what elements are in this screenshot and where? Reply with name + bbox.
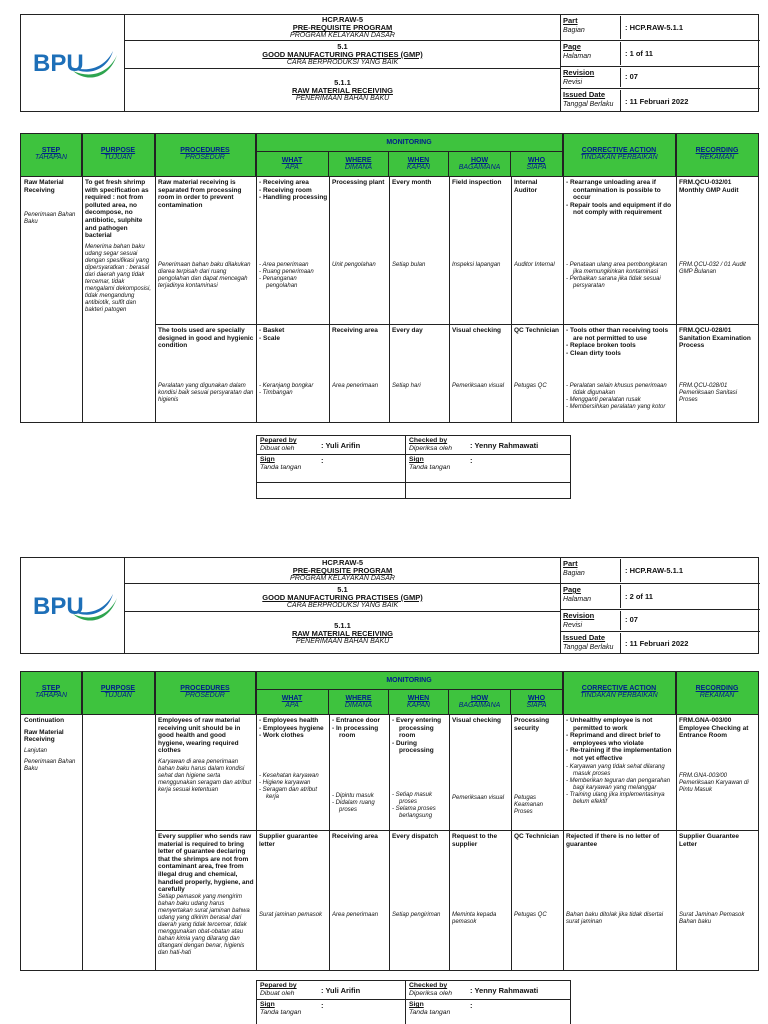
col-procedures: PROCEDURES PROSEDUR — [155, 672, 256, 714]
revision-value: : 07 — [625, 72, 638, 81]
corrective-cell-id: Bahan baku ditolak jika tidak disertai surat jaminan — [566, 912, 664, 925]
step-cell: Raw Material Receiving Penerimaan Bahan Baku — [24, 179, 76, 226]
sign-label: Sign — [409, 1001, 424, 1008]
checked-value: : Yenny Rahmawati — [470, 986, 539, 995]
checked-label-id: Diperiksa oleh — [409, 445, 453, 452]
recording-cell: FRM.GNA-003/00 Employee Checking at Entrance Room — [679, 717, 749, 740]
what-cell-id: Surat jaminan pemasok — [259, 912, 323, 918]
sign-label-id: Tanda tangan — [409, 1009, 451, 1016]
sign-value: : — [321, 456, 324, 465]
procedure-cell: Every supplier who sends raw material is required to bring letter of guarantee declaring that the shrimps are not from contaminant area, free from illegal drug and chemical, handled properly, hygiene, and carefully Setiap pemasok yang mengirim bahan baku udang harus menyertakan surat jaminan bahwa udang yang dikirim berasal dari daerah yang tidak tercemar, tidak menggunakan obat-obatan atau bahan kimia yang dilarang dan ditangani dengan benar, higienis dan hati-hati — [158, 833, 254, 956]
header-titles — [125, 558, 561, 653]
where-cell: Receiving area — [332, 327, 378, 334]
checked-section — [405, 436, 570, 498]
issued-value: : 11 Februari 2022 — [625, 97, 689, 106]
issued-label-id: Tanggal Berlaku — [563, 101, 614, 108]
recording-cell: FRM.QCU-028/01 Sanitation Examination Process — [679, 327, 751, 350]
who-cell: QC Technician — [514, 833, 560, 840]
logo-cell — [21, 15, 125, 111]
col-how: HOW BAGAIMANA — [449, 152, 511, 176]
revision-label-id: Revisi — [563, 79, 583, 86]
col-procedures: PROCEDURES PROSEDUR — [155, 134, 256, 176]
where-cell: - Entrance door - In processing room — [332, 717, 388, 740]
program-title: PRE-REQUISITE PROGRAM — [292, 566, 393, 575]
part-label-id: Bagian — [563, 570, 585, 577]
sign-value: : — [470, 1001, 473, 1010]
sign-label: Sign — [260, 1001, 275, 1008]
recording-cell-id: FRM.QCU-032 / 01 Audit GMP Bulanan — [679, 262, 746, 275]
what-cell: - Receiving area - Receiving room - Handling processing — [259, 179, 328, 202]
page-value: : 1 of 11 — [625, 49, 653, 58]
corrective-cell: - Unhealthy employee is not permitted to work - Reprimand and direct brief to employees who violate - Re-training if the implementation not yet effective - Karyawan yang tidak sehat dilarang masuk proses - Memberikan teguran dan pengarahan bagi karyawan yang melanggar - Training ulang jika implementasinya belum efektif — [566, 717, 674, 806]
procedure-cell-id: Penerimaan bahan baku dilakukan diarea terpisah dari ruang pengolahan dan dapat mencegah terjadinya kontaminasi — [158, 262, 251, 289]
gmp-title: GOOD MANUFACTURING PRACTISES (GMP) — [262, 50, 423, 59]
col-step: STEP TAHAPAN — [21, 134, 82, 176]
doc-sub: PENERIMAAN BAHAN BAKU — [295, 95, 390, 102]
monitoring-table-2 — [20, 671, 759, 971]
who-cell-id: Auditor Internal — [514, 262, 555, 268]
revision-label: Revision — [563, 68, 595, 77]
sign-label-id: Tanda tangan — [260, 464, 302, 471]
how-cell-id: Meminta kepada pemasok — [452, 912, 497, 925]
prepared-label: Pepared by — [260, 982, 297, 989]
corrective-cell: - Rearrange unloading area if contamination is possible to occur - Repair tools and equipment if do not comply with requirement — [566, 179, 674, 217]
col-purpose: PURPOSE TUJUAN — [82, 672, 155, 714]
how-cell: Field inspection — [452, 179, 502, 186]
recording-cell: Supplier Guarantee Letter — [679, 833, 739, 848]
header-titles — [125, 15, 561, 111]
recording-cell: FRM.QCU-032/01 Monthly GMP Audit — [679, 179, 739, 194]
page-label: Page — [563, 42, 581, 51]
part-label: Part — [563, 16, 578, 25]
what-cell-id: - Keranjang bongkar - Timbangan — [259, 379, 328, 397]
gmp-title: GOOD MANUFACTURING PRACTISES (GMP) — [262, 593, 423, 602]
sign-value: : — [321, 1001, 324, 1010]
doc-title: RAW MATERIAL RECEIVING — [292, 86, 393, 95]
prepared-label-id: Dibuat oleh — [260, 445, 295, 452]
procedure-cell: The tools used are specially designed in good and hygienic condition — [158, 327, 254, 350]
program-sub: PROGRAM KELAYAKAN DASAR — [290, 32, 395, 39]
revision-label-id: Revisi — [563, 622, 583, 629]
sign-label: Sign — [409, 456, 424, 463]
prepared-label: Pepared by — [260, 437, 297, 444]
where-cell-id: Area penerimaan — [332, 383, 379, 389]
checked-label: Checked by — [409, 437, 448, 444]
where-cell-id: Area penerimaan — [332, 912, 379, 918]
col-what: WHAT APA — [256, 152, 329, 176]
program-code: HCP.RAW-5 — [322, 558, 363, 567]
page-label: Page — [563, 585, 581, 594]
when-cell-id: Setiap bulan — [392, 262, 426, 268]
col-where: WHERE DIMANA — [329, 690, 389, 714]
where-cell-id: - Dipintu masuk - Didalam ruang proses — [332, 789, 388, 814]
who-cell: Internal Auditor — [514, 179, 538, 194]
how-cell-id: Pemeriksaan visual — [452, 795, 505, 801]
what-cell: - Basket - Scale — [259, 327, 328, 342]
who-cell-id: Petugas QC — [514, 912, 547, 918]
col-step: STEP TAHAPAN — [21, 672, 82, 714]
when-cell-id: Setiap hari — [392, 383, 421, 389]
bpu-logo — [29, 41, 119, 85]
part-value: : HCP.RAW-5.1.1 — [625, 566, 684, 575]
svg-text:BPU: BPU — [33, 50, 84, 77]
col-monitoring: MONITORING — [256, 134, 563, 152]
where-cell-id: Unit pengolahan — [332, 262, 376, 268]
corrective-cell-id: - Penataan ulang area pembongkaran jika memungkinkan kontaminasi - Perbaikan sarana jika tidak sesuai persyaratan — [566, 258, 674, 290]
bpu-logo — [29, 584, 119, 628]
where-cell: Receiving area — [332, 833, 378, 840]
issued-label: Issued Date — [563, 90, 606, 99]
header-meta — [561, 15, 760, 111]
part-label-id: Bagian — [563, 27, 585, 34]
how-cell-id: Pemeriksaan visual — [452, 383, 505, 389]
prepared-section — [257, 436, 405, 498]
col-when: WHEN KAPAN — [389, 690, 449, 714]
col-how: HOW BAGAIMANA — [449, 690, 511, 714]
revision-label: Revision — [563, 611, 595, 620]
step-cell: Continuation Raw Material Receiving Lanjutan Penerimaan Bahan Baku — [24, 717, 76, 772]
what-cell-id: - Kesehatan karyawan - Higiene karyawan - Seragam dan atribut kerja — [259, 769, 328, 801]
col-what: WHAT APA — [256, 690, 329, 714]
prepared-value: : Yuli Arifin — [321, 441, 361, 450]
monitoring-table-1 — [20, 133, 759, 423]
doc-sub: PENERIMAAN BAHAN BAKU — [295, 638, 390, 645]
col-where: WHERE DIMANA — [329, 152, 389, 176]
col-monitoring: MONITORING — [256, 672, 563, 690]
procedure-cell-id: Peralatan yang digunakan dalam kondisi baik sesuai persyaratan dan higienis — [158, 383, 254, 403]
when-cell: Every day — [392, 327, 423, 334]
program-sub: PROGRAM KELAYAKAN DASAR — [290, 575, 395, 582]
who-cell-id: Petugas Keamanan Proses — [514, 795, 544, 815]
when-cell: Every month — [392, 179, 432, 186]
col-purpose: PURPOSE TUJUAN — [82, 134, 155, 176]
gmp-sub: CARA BERPRODUKSI YANG BAIK — [286, 59, 399, 66]
logo-cell — [21, 558, 125, 653]
doc-code: 5.1.1 — [334, 621, 351, 630]
col-recording: RECORDING REKAMAN — [676, 672, 758, 714]
doc-code: 5.1.1 — [334, 78, 351, 87]
how-cell-id: Inspeksi lapangan — [452, 262, 501, 268]
when-cell: - Every entering processing room - During processing — [392, 717, 448, 755]
page-label-id: Halaman — [563, 596, 592, 603]
gmp-sub: CARA BERPRODUKSI YANG BAIK — [286, 602, 399, 609]
when-cell-id: - Setiap masuk proses - Selama proses berlangsung — [392, 788, 448, 820]
prepared-value: : Yuli Arifin — [321, 986, 361, 995]
part-value: : HCP.RAW-5.1.1 — [625, 23, 684, 32]
what-cell: Supplier guarantee letter — [259, 833, 318, 848]
prepared-label-id: Dibuat oleh — [260, 990, 295, 997]
corrective-cell: Rejected if there is no letter of guarantee — [566, 833, 660, 848]
part-label: Part — [563, 559, 578, 568]
issued-value: : 11 Februari 2022 — [625, 639, 689, 648]
what-cell: - Employees health - Employees hygiene - Work clothes — [259, 717, 328, 740]
col-when: WHEN KAPAN — [389, 152, 449, 176]
what-cell-id: - Area penerimaan - Ruang penerimaan - Penanganan pengolahan — [259, 258, 328, 290]
sign-label-id: Tanda tangan — [409, 464, 451, 471]
who-cell-id: Petugas QC — [514, 383, 547, 389]
purpose-cell: To get fresh shrimp with specification as required : not from polluted area, no decompose, no antibiotic, sulphite and pathogen bacterial Menerima bahan baku udang segar sesuai dengan spesifikasi yang dipersyaratkan : berasal dari daerah yang tidak tercemar, tidak mengalami dekomposisi, tidak mengandung antibiotik, sulfit dan bakteri patogen — [85, 179, 152, 313]
when-cell-id: Setiap pengiriman — [392, 912, 441, 918]
where-cell: Processing plant — [332, 179, 385, 186]
program-title: PRE-REQUISITE PROGRAM — [292, 23, 393, 32]
document-header — [20, 557, 759, 654]
corrective-cell: - Tools other than receiving tools are not permitted to use - Replace broken tools - Clean dirty tools — [566, 327, 674, 357]
when-cell: Every dispatch — [392, 833, 439, 840]
who-cell: QC Technician — [514, 327, 560, 334]
checked-value: : Yenny Rahmawati — [470, 441, 539, 450]
document-header — [20, 14, 759, 112]
gmp-code: 5.1 — [337, 585, 348, 594]
recording-cell-id: FRM.GNA-003/00 Pemeriksaan Karyawan di Pintu Masuk — [679, 773, 749, 793]
recording-cell-id: Surat Jaminan Pemasok Bahan baku — [679, 912, 745, 925]
issued-label-id: Tanggal Berlaku — [563, 644, 614, 651]
who-cell: Processing security — [514, 717, 550, 732]
svg-text:BPU: BPU — [33, 593, 84, 620]
signature-box-1 — [256, 435, 571, 499]
program-code: HCP.RAW-5 — [322, 15, 363, 24]
signature-box-2 — [256, 980, 571, 1024]
checked-label-id: Diperiksa oleh — [409, 990, 453, 997]
doc-title: RAW MATERIAL RECEIVING — [292, 629, 393, 638]
revision-value: : 07 — [625, 615, 638, 624]
header-meta — [561, 558, 760, 653]
how-cell: Visual checking — [452, 717, 502, 724]
corrective-cell-id: - Peralatan selain khusus penerimaan tidak digunakan - Mengganti peralatan rusak - Membersihkan peralatan yang kotor — [566, 379, 674, 411]
col-who: WHO SIAPA — [511, 690, 563, 714]
procedure-cell: Employees of raw material receiving unit should be in good health and good hygiene, wearing required clothes Karyawan di area penerimaan bahan baku harus dalam kondisi sehat dan higiene serta menggunakan seragam dan atribut kerja sesuai ketentuan — [158, 717, 252, 793]
sign-value: : — [470, 456, 473, 465]
gmp-code: 5.1 — [337, 42, 348, 51]
col-corrective: CORRECTIVE ACTION TINDAKAN PERBAIKAN — [563, 134, 676, 176]
prepared-section — [257, 981, 405, 1024]
checked-label: Checked by — [409, 982, 448, 989]
how-cell: Request to the supplier — [452, 833, 498, 848]
col-who: WHO SIAPA — [511, 152, 563, 176]
col-recording: RECORDING REKAMAN — [676, 134, 758, 176]
col-corrective: CORRECTIVE ACTION TINDAKAN PERBAIKAN — [563, 672, 676, 714]
sign-label: Sign — [260, 456, 275, 463]
procedure-cell: Raw material receiving is separated from processing room in order to prevent contamination — [158, 179, 242, 209]
how-cell: Visual checking — [452, 327, 502, 334]
issued-label: Issued Date — [563, 633, 606, 642]
page-label-id: Halaman — [563, 53, 592, 60]
checked-section — [405, 981, 570, 1024]
page-value: : 2 of 11 — [625, 592, 653, 601]
sign-label-id: Tanda tangan — [260, 1009, 302, 1016]
recording-cell-id: FRM.QCU-028/01 Pemeriksaan Sanitasi Proses — [679, 383, 738, 403]
